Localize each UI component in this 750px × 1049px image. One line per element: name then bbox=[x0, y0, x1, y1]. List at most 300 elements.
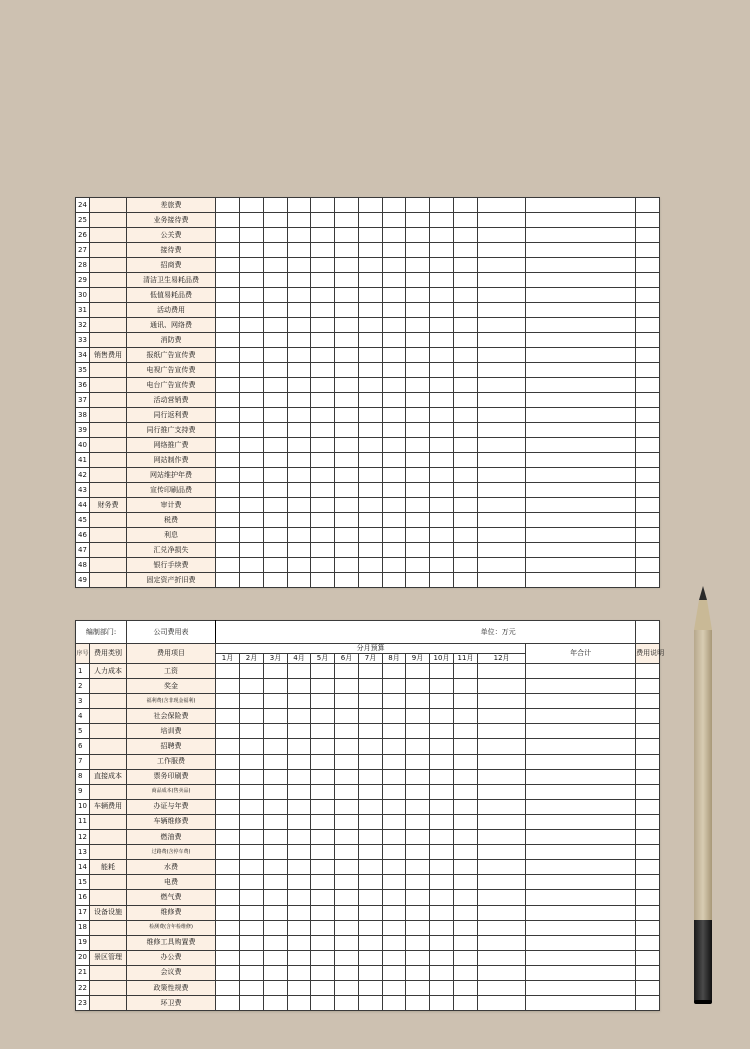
month-cell[interactable] bbox=[288, 814, 311, 829]
month-cell[interactable] bbox=[311, 348, 335, 363]
month-cell[interactable] bbox=[311, 920, 335, 935]
month-cell[interactable] bbox=[335, 739, 359, 754]
month-cell[interactable] bbox=[430, 980, 454, 995]
month-cell[interactable] bbox=[454, 980, 478, 995]
month-cell[interactable] bbox=[240, 243, 264, 258]
month-cell[interactable] bbox=[359, 799, 383, 814]
month-cell[interactable] bbox=[430, 213, 454, 228]
expense-note-cell[interactable] bbox=[636, 528, 660, 543]
month-cell[interactable] bbox=[406, 228, 430, 243]
month-cell[interactable] bbox=[335, 830, 359, 845]
month-cell[interactable] bbox=[264, 739, 288, 754]
month-cell[interactable] bbox=[383, 845, 406, 860]
month-cell[interactable] bbox=[240, 408, 264, 423]
month-cell[interactable] bbox=[216, 273, 240, 288]
month-cell[interactable] bbox=[335, 950, 359, 965]
annual-total-cell[interactable] bbox=[526, 920, 636, 935]
month-cell[interactable] bbox=[216, 303, 240, 318]
month-cell[interactable] bbox=[311, 875, 335, 890]
month-cell[interactable] bbox=[335, 558, 359, 573]
month-cell[interactable] bbox=[311, 784, 335, 799]
month-cell[interactable] bbox=[288, 468, 311, 483]
month-cell[interactable] bbox=[454, 303, 478, 318]
month-cell[interactable] bbox=[240, 694, 264, 709]
month-cell[interactable] bbox=[240, 303, 264, 318]
month-cell[interactable] bbox=[454, 423, 478, 438]
month-cell[interactable] bbox=[406, 483, 430, 498]
month-cell[interactable] bbox=[335, 573, 359, 588]
annual-total-cell[interactable] bbox=[526, 845, 636, 860]
month-cell[interactable] bbox=[406, 198, 430, 213]
month-cell[interactable] bbox=[335, 318, 359, 333]
month-cell[interactable] bbox=[288, 318, 311, 333]
expense-note-cell[interactable] bbox=[636, 558, 660, 573]
expense-note-cell[interactable] bbox=[636, 288, 660, 303]
month-cell[interactable] bbox=[478, 423, 526, 438]
expense-note-cell[interactable] bbox=[636, 348, 660, 363]
month-cell[interactable] bbox=[216, 423, 240, 438]
month-cell[interactable] bbox=[359, 980, 383, 995]
month-cell[interactable] bbox=[454, 830, 478, 845]
month-cell[interactable] bbox=[406, 258, 430, 273]
month-cell[interactable] bbox=[288, 890, 311, 905]
month-cell[interactable] bbox=[454, 543, 478, 558]
month-cell[interactable] bbox=[406, 830, 430, 845]
month-cell[interactable] bbox=[311, 543, 335, 558]
annual-total-cell[interactable] bbox=[526, 213, 636, 228]
month-cell[interactable] bbox=[478, 573, 526, 588]
month-cell[interactable] bbox=[288, 483, 311, 498]
month-cell[interactable] bbox=[240, 348, 264, 363]
month-cell[interactable] bbox=[383, 303, 406, 318]
month-cell[interactable] bbox=[335, 664, 359, 679]
expense-note-cell[interactable] bbox=[636, 950, 660, 965]
month-cell[interactable] bbox=[478, 965, 526, 980]
month-cell[interactable] bbox=[216, 378, 240, 393]
month-cell[interactable] bbox=[311, 769, 335, 784]
month-cell[interactable] bbox=[454, 860, 478, 875]
month-cell[interactable] bbox=[359, 438, 383, 453]
month-cell[interactable] bbox=[288, 333, 311, 348]
month-cell[interactable] bbox=[311, 814, 335, 829]
annual-total-cell[interactable] bbox=[526, 273, 636, 288]
expense-note-cell[interactable] bbox=[636, 543, 660, 558]
month-cell[interactable] bbox=[288, 213, 311, 228]
expense-note-cell[interactable] bbox=[636, 965, 660, 980]
month-cell[interactable] bbox=[359, 814, 383, 829]
month-cell[interactable] bbox=[240, 288, 264, 303]
expense-note-cell[interactable] bbox=[636, 258, 660, 273]
annual-total-cell[interactable] bbox=[526, 303, 636, 318]
month-cell[interactable] bbox=[311, 288, 335, 303]
month-cell[interactable] bbox=[430, 950, 454, 965]
month-cell[interactable] bbox=[430, 363, 454, 378]
month-cell[interactable] bbox=[311, 950, 335, 965]
month-cell[interactable] bbox=[430, 905, 454, 920]
month-cell[interactable] bbox=[216, 784, 240, 799]
month-cell[interactable] bbox=[311, 483, 335, 498]
month-cell[interactable] bbox=[335, 920, 359, 935]
month-cell[interactable] bbox=[430, 243, 454, 258]
month-cell[interactable] bbox=[406, 739, 430, 754]
month-cell[interactable] bbox=[454, 378, 478, 393]
expense-note-cell[interactable] bbox=[636, 318, 660, 333]
month-cell[interactable] bbox=[240, 890, 264, 905]
month-cell[interactable] bbox=[335, 724, 359, 739]
expense-note-cell[interactable] bbox=[636, 378, 660, 393]
month-cell[interactable] bbox=[311, 799, 335, 814]
month-cell[interactable] bbox=[359, 950, 383, 965]
month-cell[interactable] bbox=[478, 905, 526, 920]
expense-note-cell[interactable] bbox=[636, 709, 660, 724]
month-cell[interactable] bbox=[478, 393, 526, 408]
month-cell[interactable] bbox=[335, 258, 359, 273]
month-cell[interactable] bbox=[406, 333, 430, 348]
month-cell[interactable] bbox=[240, 228, 264, 243]
expense-note-cell[interactable] bbox=[636, 739, 660, 754]
month-cell[interactable] bbox=[383, 965, 406, 980]
month-cell[interactable] bbox=[478, 784, 526, 799]
month-cell[interactable] bbox=[383, 935, 406, 950]
month-cell[interactable] bbox=[240, 198, 264, 213]
month-cell[interactable] bbox=[240, 333, 264, 348]
month-cell[interactable] bbox=[264, 905, 288, 920]
month-cell[interactable] bbox=[240, 965, 264, 980]
month-cell[interactable] bbox=[478, 363, 526, 378]
month-cell[interactable] bbox=[383, 198, 406, 213]
month-cell[interactable] bbox=[430, 423, 454, 438]
month-cell[interactable] bbox=[240, 513, 264, 528]
month-cell[interactable] bbox=[406, 935, 430, 950]
month-cell[interactable] bbox=[383, 709, 406, 724]
month-cell[interactable] bbox=[264, 273, 288, 288]
month-cell[interactable] bbox=[264, 573, 288, 588]
annual-total-cell[interactable] bbox=[526, 543, 636, 558]
month-cell[interactable] bbox=[478, 980, 526, 995]
month-cell[interactable] bbox=[335, 333, 359, 348]
month-cell[interactable] bbox=[288, 423, 311, 438]
month-cell[interactable] bbox=[478, 333, 526, 348]
month-cell[interactable] bbox=[216, 769, 240, 784]
month-cell[interactable] bbox=[478, 483, 526, 498]
month-cell[interactable] bbox=[406, 724, 430, 739]
month-cell[interactable] bbox=[454, 845, 478, 860]
month-cell[interactable] bbox=[264, 468, 288, 483]
annual-total-cell[interactable] bbox=[526, 468, 636, 483]
month-cell[interactable] bbox=[454, 996, 478, 1011]
month-cell[interactable] bbox=[454, 935, 478, 950]
month-cell[interactable] bbox=[430, 573, 454, 588]
month-cell[interactable] bbox=[430, 513, 454, 528]
month-cell[interactable] bbox=[454, 739, 478, 754]
month-cell[interactable] bbox=[430, 438, 454, 453]
month-cell[interactable] bbox=[264, 784, 288, 799]
month-cell[interactable] bbox=[406, 799, 430, 814]
month-cell[interactable] bbox=[454, 363, 478, 378]
expense-note-cell[interactable] bbox=[636, 769, 660, 784]
month-cell[interactable] bbox=[311, 453, 335, 468]
month-cell[interactable] bbox=[216, 528, 240, 543]
month-cell[interactable] bbox=[359, 258, 383, 273]
month-cell[interactable] bbox=[311, 830, 335, 845]
month-cell[interactable] bbox=[478, 378, 526, 393]
month-cell[interactable] bbox=[430, 468, 454, 483]
month-cell[interactable] bbox=[430, 453, 454, 468]
month-cell[interactable] bbox=[288, 724, 311, 739]
month-cell[interactable] bbox=[288, 845, 311, 860]
month-cell[interactable] bbox=[288, 408, 311, 423]
expense-note-cell[interactable] bbox=[636, 814, 660, 829]
month-cell[interactable] bbox=[430, 739, 454, 754]
annual-total-cell[interactable] bbox=[526, 363, 636, 378]
month-cell[interactable] bbox=[288, 528, 311, 543]
month-cell[interactable] bbox=[359, 363, 383, 378]
month-cell[interactable] bbox=[406, 498, 430, 513]
month-cell[interactable] bbox=[406, 393, 430, 408]
month-cell[interactable] bbox=[430, 784, 454, 799]
annual-total-cell[interactable] bbox=[526, 408, 636, 423]
month-cell[interactable] bbox=[478, 243, 526, 258]
month-cell[interactable] bbox=[264, 258, 288, 273]
expense-note-cell[interactable] bbox=[636, 228, 660, 243]
month-cell[interactable] bbox=[430, 890, 454, 905]
month-cell[interactable] bbox=[264, 935, 288, 950]
month-cell[interactable] bbox=[359, 333, 383, 348]
month-cell[interactable] bbox=[454, 198, 478, 213]
annual-total-cell[interactable] bbox=[526, 799, 636, 814]
month-cell[interactable] bbox=[216, 664, 240, 679]
month-cell[interactable] bbox=[478, 348, 526, 363]
month-cell[interactable] bbox=[240, 498, 264, 513]
month-cell[interactable] bbox=[406, 303, 430, 318]
month-cell[interactable] bbox=[430, 920, 454, 935]
annual-total-cell[interactable] bbox=[526, 573, 636, 588]
month-cell[interactable] bbox=[240, 709, 264, 724]
annual-total-cell[interactable] bbox=[526, 860, 636, 875]
month-cell[interactable] bbox=[406, 875, 430, 890]
month-cell[interactable] bbox=[430, 378, 454, 393]
month-cell[interactable] bbox=[430, 799, 454, 814]
annual-total-cell[interactable] bbox=[526, 830, 636, 845]
month-cell[interactable] bbox=[240, 769, 264, 784]
month-cell[interactable] bbox=[406, 845, 430, 860]
month-cell[interactable] bbox=[454, 318, 478, 333]
month-cell[interactable] bbox=[454, 784, 478, 799]
month-cell[interactable] bbox=[216, 845, 240, 860]
month-cell[interactable] bbox=[335, 890, 359, 905]
expense-note-cell[interactable] bbox=[636, 920, 660, 935]
month-cell[interactable] bbox=[383, 363, 406, 378]
month-cell[interactable] bbox=[335, 228, 359, 243]
month-cell[interactable] bbox=[406, 965, 430, 980]
month-cell[interactable] bbox=[406, 543, 430, 558]
month-cell[interactable] bbox=[383, 423, 406, 438]
month-cell[interactable] bbox=[288, 920, 311, 935]
month-cell[interactable] bbox=[454, 393, 478, 408]
month-cell[interactable] bbox=[359, 890, 383, 905]
month-cell[interactable] bbox=[454, 453, 478, 468]
month-cell[interactable] bbox=[335, 273, 359, 288]
month-cell[interactable] bbox=[383, 830, 406, 845]
month-cell[interactable] bbox=[240, 845, 264, 860]
expense-note-cell[interactable] bbox=[636, 573, 660, 588]
month-cell[interactable] bbox=[264, 198, 288, 213]
month-cell[interactable] bbox=[264, 799, 288, 814]
annual-total-cell[interactable] bbox=[526, 980, 636, 995]
month-cell[interactable] bbox=[216, 453, 240, 468]
month-cell[interactable] bbox=[454, 528, 478, 543]
month-cell[interactable] bbox=[288, 243, 311, 258]
month-cell[interactable] bbox=[454, 348, 478, 363]
month-cell[interactable] bbox=[359, 845, 383, 860]
month-cell[interactable] bbox=[478, 664, 526, 679]
expense-note-cell[interactable] bbox=[636, 363, 660, 378]
month-cell[interactable] bbox=[240, 905, 264, 920]
month-cell[interactable] bbox=[311, 198, 335, 213]
month-cell[interactable] bbox=[335, 213, 359, 228]
month-cell[interactable] bbox=[264, 558, 288, 573]
expense-note-cell[interactable] bbox=[636, 664, 660, 679]
month-cell[interactable] bbox=[288, 228, 311, 243]
month-cell[interactable] bbox=[359, 483, 383, 498]
month-cell[interactable] bbox=[264, 303, 288, 318]
month-cell[interactable] bbox=[288, 905, 311, 920]
expense-note-cell[interactable] bbox=[636, 724, 660, 739]
month-cell[interactable] bbox=[264, 679, 288, 694]
month-cell[interactable] bbox=[383, 213, 406, 228]
month-cell[interactable] bbox=[359, 754, 383, 769]
month-cell[interactable] bbox=[264, 694, 288, 709]
annual-total-cell[interactable] bbox=[526, 558, 636, 573]
month-cell[interactable] bbox=[311, 363, 335, 378]
month-cell[interactable] bbox=[430, 769, 454, 784]
month-cell[interactable] bbox=[430, 709, 454, 724]
month-cell[interactable] bbox=[430, 288, 454, 303]
month-cell[interactable] bbox=[288, 860, 311, 875]
month-cell[interactable] bbox=[216, 468, 240, 483]
month-cell[interactable] bbox=[311, 513, 335, 528]
month-cell[interactable] bbox=[264, 438, 288, 453]
annual-total-cell[interactable] bbox=[526, 198, 636, 213]
month-cell[interactable] bbox=[383, 769, 406, 784]
month-cell[interactable] bbox=[216, 814, 240, 829]
month-cell[interactable] bbox=[311, 980, 335, 995]
month-cell[interactable] bbox=[406, 950, 430, 965]
month-cell[interactable] bbox=[288, 198, 311, 213]
month-cell[interactable] bbox=[216, 860, 240, 875]
month-cell[interactable] bbox=[216, 830, 240, 845]
month-cell[interactable] bbox=[264, 950, 288, 965]
month-cell[interactable] bbox=[311, 754, 335, 769]
month-cell[interactable] bbox=[406, 754, 430, 769]
month-cell[interactable] bbox=[478, 303, 526, 318]
month-cell[interactable] bbox=[335, 679, 359, 694]
month-cell[interactable] bbox=[240, 453, 264, 468]
month-cell[interactable] bbox=[311, 498, 335, 513]
month-cell[interactable] bbox=[288, 513, 311, 528]
month-cell[interactable] bbox=[264, 845, 288, 860]
month-cell[interactable] bbox=[216, 935, 240, 950]
month-cell[interactable] bbox=[406, 890, 430, 905]
month-cell[interactable] bbox=[264, 363, 288, 378]
month-cell[interactable] bbox=[311, 423, 335, 438]
month-cell[interactable] bbox=[359, 784, 383, 799]
month-cell[interactable] bbox=[264, 318, 288, 333]
month-cell[interactable] bbox=[240, 935, 264, 950]
annual-total-cell[interactable] bbox=[526, 724, 636, 739]
month-cell[interactable] bbox=[216, 513, 240, 528]
month-cell[interactable] bbox=[288, 980, 311, 995]
month-cell[interactable] bbox=[288, 348, 311, 363]
month-cell[interactable] bbox=[454, 288, 478, 303]
month-cell[interactable] bbox=[216, 679, 240, 694]
month-cell[interactable] bbox=[359, 875, 383, 890]
month-cell[interactable] bbox=[335, 408, 359, 423]
month-cell[interactable] bbox=[383, 996, 406, 1011]
month-cell[interactable] bbox=[264, 860, 288, 875]
month-cell[interactable] bbox=[406, 243, 430, 258]
expense-note-cell[interactable] bbox=[636, 799, 660, 814]
month-cell[interactable] bbox=[359, 198, 383, 213]
month-cell[interactable] bbox=[335, 694, 359, 709]
month-cell[interactable] bbox=[288, 739, 311, 754]
month-cell[interactable] bbox=[288, 694, 311, 709]
month-cell[interactable] bbox=[216, 694, 240, 709]
month-cell[interactable] bbox=[430, 875, 454, 890]
annual-total-cell[interactable] bbox=[526, 950, 636, 965]
month-cell[interactable] bbox=[240, 754, 264, 769]
month-cell[interactable] bbox=[406, 423, 430, 438]
month-cell[interactable] bbox=[383, 875, 406, 890]
month-cell[interactable] bbox=[383, 528, 406, 543]
month-cell[interactable] bbox=[264, 513, 288, 528]
expense-note-cell[interactable] bbox=[636, 980, 660, 995]
month-cell[interactable] bbox=[311, 935, 335, 950]
expense-note-cell[interactable] bbox=[636, 996, 660, 1011]
month-cell[interactable] bbox=[454, 920, 478, 935]
month-cell[interactable] bbox=[383, 513, 406, 528]
month-cell[interactable] bbox=[288, 393, 311, 408]
annual-total-cell[interactable] bbox=[526, 453, 636, 468]
expense-note-cell[interactable] bbox=[636, 483, 660, 498]
month-cell[interactable] bbox=[335, 754, 359, 769]
month-cell[interactable] bbox=[288, 784, 311, 799]
month-cell[interactable] bbox=[454, 754, 478, 769]
month-cell[interactable] bbox=[216, 950, 240, 965]
month-cell[interactable] bbox=[406, 996, 430, 1011]
month-cell[interactable] bbox=[240, 363, 264, 378]
month-cell[interactable] bbox=[216, 483, 240, 498]
expense-note-cell[interactable] bbox=[636, 243, 660, 258]
expense-note-cell[interactable] bbox=[636, 453, 660, 468]
month-cell[interactable] bbox=[383, 228, 406, 243]
month-cell[interactable] bbox=[383, 288, 406, 303]
month-cell[interactable] bbox=[240, 814, 264, 829]
month-cell[interactable] bbox=[335, 965, 359, 980]
month-cell[interactable] bbox=[406, 453, 430, 468]
month-cell[interactable] bbox=[240, 679, 264, 694]
month-cell[interactable] bbox=[478, 408, 526, 423]
month-cell[interactable] bbox=[216, 258, 240, 273]
month-cell[interactable] bbox=[478, 258, 526, 273]
month-cell[interactable] bbox=[383, 664, 406, 679]
expense-note-cell[interactable] bbox=[636, 498, 660, 513]
month-cell[interactable] bbox=[454, 333, 478, 348]
month-cell[interactable] bbox=[216, 980, 240, 995]
month-cell[interactable] bbox=[240, 378, 264, 393]
month-cell[interactable] bbox=[311, 228, 335, 243]
annual-total-cell[interactable] bbox=[526, 664, 636, 679]
